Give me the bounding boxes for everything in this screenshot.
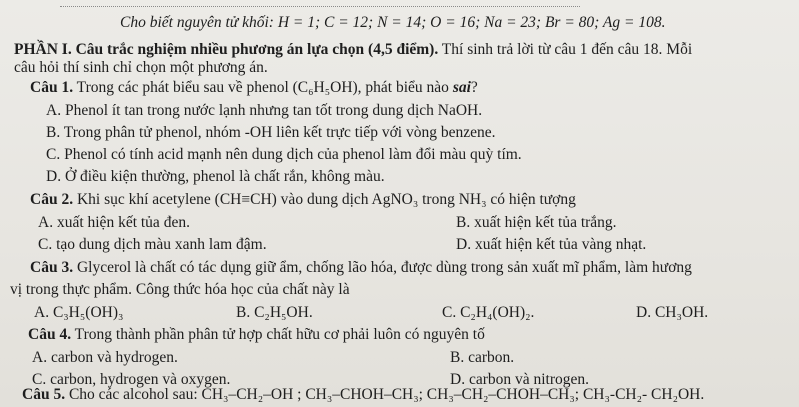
section-title: PHẦN I. Câu trắc nghiệm nhiều phương án lựa chọn (4,5 điểm).: [14, 41, 439, 58]
question-3-option-c[interactable]: C. C₂H₄(OH)₂.: [442, 304, 535, 321]
question-4-option-b[interactable]: B. carbon.: [450, 349, 515, 366]
question-5-text: Cho các alcohol sau: CH₃–CH₂–OH ; CH₃–CHOH–CH₃; CH₃–CH₂–CHOH–CH₃; CH₃-CH₂- CH₂OH.: [65, 386, 705, 403]
question-3-text: Glycerol là chất có tác dụng giữ ẩm, chống lão hóa, được dùng trong sản xuất mĩ phẩm, làm hương: [73, 259, 692, 276]
question-4-text: Trong thành phần phân tử hợp chất hữu cơ phải luôn có nguyên tố: [71, 326, 485, 343]
question-4-option-c[interactable]: C. carbon, hydrogen và oxygen.: [32, 371, 231, 388]
question-2-text: Khi sục khí acetylene (CH≡CH) vào dung dịch AgNO₃ trong NH₃ có hiện tượng: [73, 191, 576, 208]
question-2-stem: [30, 190, 576, 210]
question-4-option-d[interactable]: D. carbon và nitrogen.: [450, 371, 590, 388]
question-3-option-a[interactable]: A. C₃H₅(OH)₃: [34, 304, 124, 321]
question-3-label: Câu 3.: [30, 259, 74, 276]
question-3-option-b[interactable]: B. C₂H₅OH.: [236, 304, 313, 321]
question-1-end: ?: [470, 79, 478, 96]
question-1-emphasis: sai: [452, 79, 471, 96]
question-1-option-a[interactable]: A. Phenol ít tan trong nước lạnh nhưng tan tốt trong dung dịch NaOH.: [46, 102, 483, 119]
question-2-option-d[interactable]: D. xuất hiện kết tủa vàng nhạt.: [456, 236, 647, 253]
question-3-option-d[interactable]: D. CH₃OH.: [636, 304, 709, 321]
question-4-stem: [28, 325, 485, 345]
question-2-option-b[interactable]: B. xuất hiện kết tủa trắng.: [456, 214, 617, 231]
question-4-option-a[interactable]: A. carbon và hydrogen.: [32, 349, 178, 366]
question-5-stem: [22, 385, 704, 405]
dotted-rule: [60, 0, 580, 7]
question-4-label: Câu 4.: [28, 326, 72, 343]
question-5-label: Câu 5.: [22, 386, 66, 403]
question-3-stem-a: [30, 258, 692, 278]
question-1-option-b[interactable]: B. Trong phân tử phenol, nhóm -OH liên kết trực tiếp với vòng benzene.: [46, 124, 496, 141]
question-1-label: Câu 1.: [30, 79, 74, 96]
question-2-option-c[interactable]: C. tạo dung dịch màu xanh lam đậm.: [38, 236, 267, 253]
question-1-stem: [30, 78, 478, 98]
question-1-option-c[interactable]: C. Phenol có tính acid mạnh nên dung dịch của phenol làm đổi màu quỳ tím.: [46, 146, 522, 163]
question-1-option-d[interactable]: D. Ở điều kiện thường, phenol là chất rắn, không màu.: [46, 168, 385, 185]
question-2-label: Câu 2.: [30, 191, 74, 208]
section-instruction-a: Thí sinh trả lời từ câu 1 đến câu 18. Mỗi: [438, 41, 693, 58]
question-1-text: Trong các phát biểu sau về phenol (C₆H₅OH), phát biểu nào: [73, 79, 453, 96]
question-3-stem-b: vị trong thực phẩm. Công thức hóa học của chất này là: [10, 281, 350, 298]
question-2-option-a[interactable]: A. xuất hiện kết tủa đen.: [38, 214, 190, 231]
section-title-line: [14, 40, 692, 60]
atomic-masses-line: Cho biết nguyên tử khối: H = 1; C = 12; N = 14; O = 16; Na = 23; Br = 80; Ag = 108.: [120, 14, 666, 31]
section-instruction-b: câu hỏi thí sinh chỉ chọn một phương án.: [14, 59, 268, 76]
